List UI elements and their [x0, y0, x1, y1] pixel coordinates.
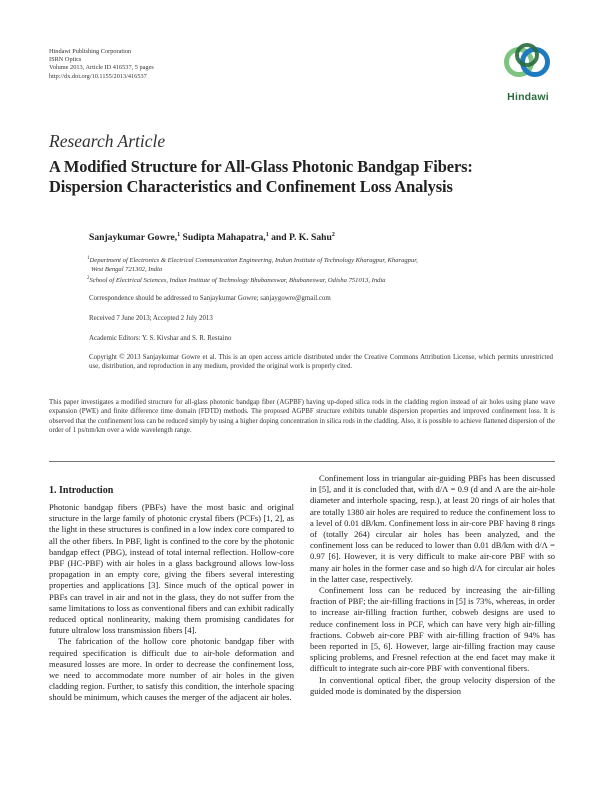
paragraph: In conventional optical fiber, the group velocity dispersion of the guided mode is dominated by the dispersion	[310, 674, 555, 696]
correspondence-line: Correspondence should be addressed to Sanjaykumar Gowre; sanjaygowre@gmail.com	[89, 295, 331, 302]
section-heading: 1. Introduction	[49, 485, 114, 496]
journal-line: ISRN Optics	[49, 56, 82, 64]
hindawi-logo[interactable]	[498, 40, 558, 102]
divider	[49, 461, 555, 462]
affiliation-2	[87, 274, 557, 285]
right-column	[310, 473, 555, 697]
author-name: Sanjaykumar Gowre,	[89, 232, 178, 244]
paragraph: Confinement loss in triangular air-guiding PBFs has been discussed in [5], and it is concluded that, with d/Λ = 0.9 (d and Λ are the air-hole diameter and interhole spacing, resp.), at least 20 rings of air holes that are totally 1380 air holes are required to reduce the confinement loss to a level of 0.01 dB/km. Confinement loss in air-core PBF having 8 rings of (totally 264) circular air holes has been analyzed, and the confinement loss can be reduced to lower than 0.01 dB/km with d/Λ = 0.97 [6]. However, it is very difficult to make air-core PBF with so many air holes in the former case and so high d/Λ for circular air holes in the latter case, respectively.	[310, 473, 555, 584]
article-type: Research Article	[49, 131, 166, 151]
affiliation-sup: 1	[87, 256, 90, 261]
affiliations	[87, 254, 557, 285]
author-sup: 1	[265, 232, 269, 238]
affiliation-text: School of Electrical Sciences, Indian Institute of Technology Bhubaneswar, Bhubaneswar, Odisha 751013, India	[89, 277, 386, 285]
article-title	[49, 157, 569, 196]
paragraph: Confinement loss can be reduced by increasing the air-filling fraction of PBF; the air-filling fractions in [5] is 73%, whereas, in order to increase air-filling fraction further, cobweb designs are used to reduce confinement loss in PCF, which can have very high air-filling fractions. Cobweb air-core PBF with air-filling fraction of 94% has been reported in [5, 6]. However, large air-filling fraction may cause splicing problems, and Fresnel refection at the end facet may make it difficult to integrate such air-core PBF with conventional fibers.	[310, 585, 555, 674]
received-line: Received 7 June 2013; Accepted 2 July 2013	[89, 315, 213, 322]
affiliation-sup: 2	[87, 276, 90, 282]
abstract: This paper investigates a modified structure for all-glass photonic bandgap fiber (AGPBF) having up-doped silica rods in the cladding region instead of air holes using plane wave expansion (PWE) and finite difference time domain (FDTD) methods. The proposed AGPBF structure exhibits tunable dispersion properties and improved confinement loss. It is observed that the confinement loss can be reduced simply by using a higher doping concentration in silica rods in the cladding. Also, it is possible to achieve flattened dispersion of the order of 1 ps/nm/km over a wide wavelength range.	[49, 399, 555, 434]
author-sup: 2	[331, 232, 335, 238]
hindawi-logo-icon	[498, 40, 558, 88]
affiliation-text-cont: West Bengal 721302, India	[91, 266, 163, 274]
editors-line: Academic Editors: Y. S. Kivshar and S. R. Restaino	[89, 335, 232, 342]
affiliation-1	[87, 254, 557, 274]
author-name: Sudipta Mahapatra,	[182, 232, 266, 244]
logo-wordmark: Hindawi	[507, 91, 549, 103]
paragraph: The fabrication of the hollow core photonic bandgap fiber with required specification is difficult due to air-hole deformation and measured losses are more. In order to decrease the confinement loss, we need to accommodate more number of air holes in the given cladding region. Further, to satisfy this condition, the interhole spacing should be minimum, which causes the merger of the adjacent air holes.	[49, 636, 294, 703]
author-list	[89, 232, 335, 243]
doi-link[interactable]: http://dx.doi.org/10.1155/2013/416537	[49, 72, 147, 80]
running-header	[49, 48, 309, 81]
publisher-line: Hindawi Publishing Corporation	[49, 48, 132, 55]
author-name: and P. K. Sahu	[271, 232, 332, 244]
paragraph: Photonic bandgap fibers (PBFs) have the most basic and original structure in the large family of photonic crystal fibers (PCFs) [1, 2], as the light in these structures is confined in a low index core compared to all the other fibers. In PBF, light is confined to the core by the photonic bandgap effect (PBG), instead of total internal reflection. Hollow-core PBF (HC-PBF) with air holes in a glass background allows low-loss propagation in an empty core, giving the fibers several interesting properties and applications [3]. Since much of the optical power in PBFs can travel in air and not in the glass, they do not suffer from the same limitations to loss as conventional fibers and can exhibit radically reduced optical nonlinearity, making them promising candidates for future ultralow loss transmission fibers [4].	[49, 502, 294, 636]
copyright-notice: Copyright © 2013 Sanjaykumar Gowre et al. This is an open access article distributed under the Creative Commons Attribution License, which permits unrestricted use, distribution, and reproduction in any medium, provided the original work is properly cited.	[89, 354, 553, 371]
title-line-1: A Modified Structure for All-Glass Photonic Bandgap Fibers:	[49, 157, 473, 176]
author-sup: 1	[177, 232, 181, 238]
left-column	[49, 502, 294, 704]
title-line-2: Dispersion Characteristics and Confinement Loss Analysis	[49, 176, 453, 196]
volume-line: Volume 2013, Article ID 416537, 5 pages	[49, 64, 154, 72]
affiliation-text: Department of Electronics & Electrical Communication Engineering, Indian Institute of Technology Kharagpur, Kharagpur,	[89, 257, 418, 265]
